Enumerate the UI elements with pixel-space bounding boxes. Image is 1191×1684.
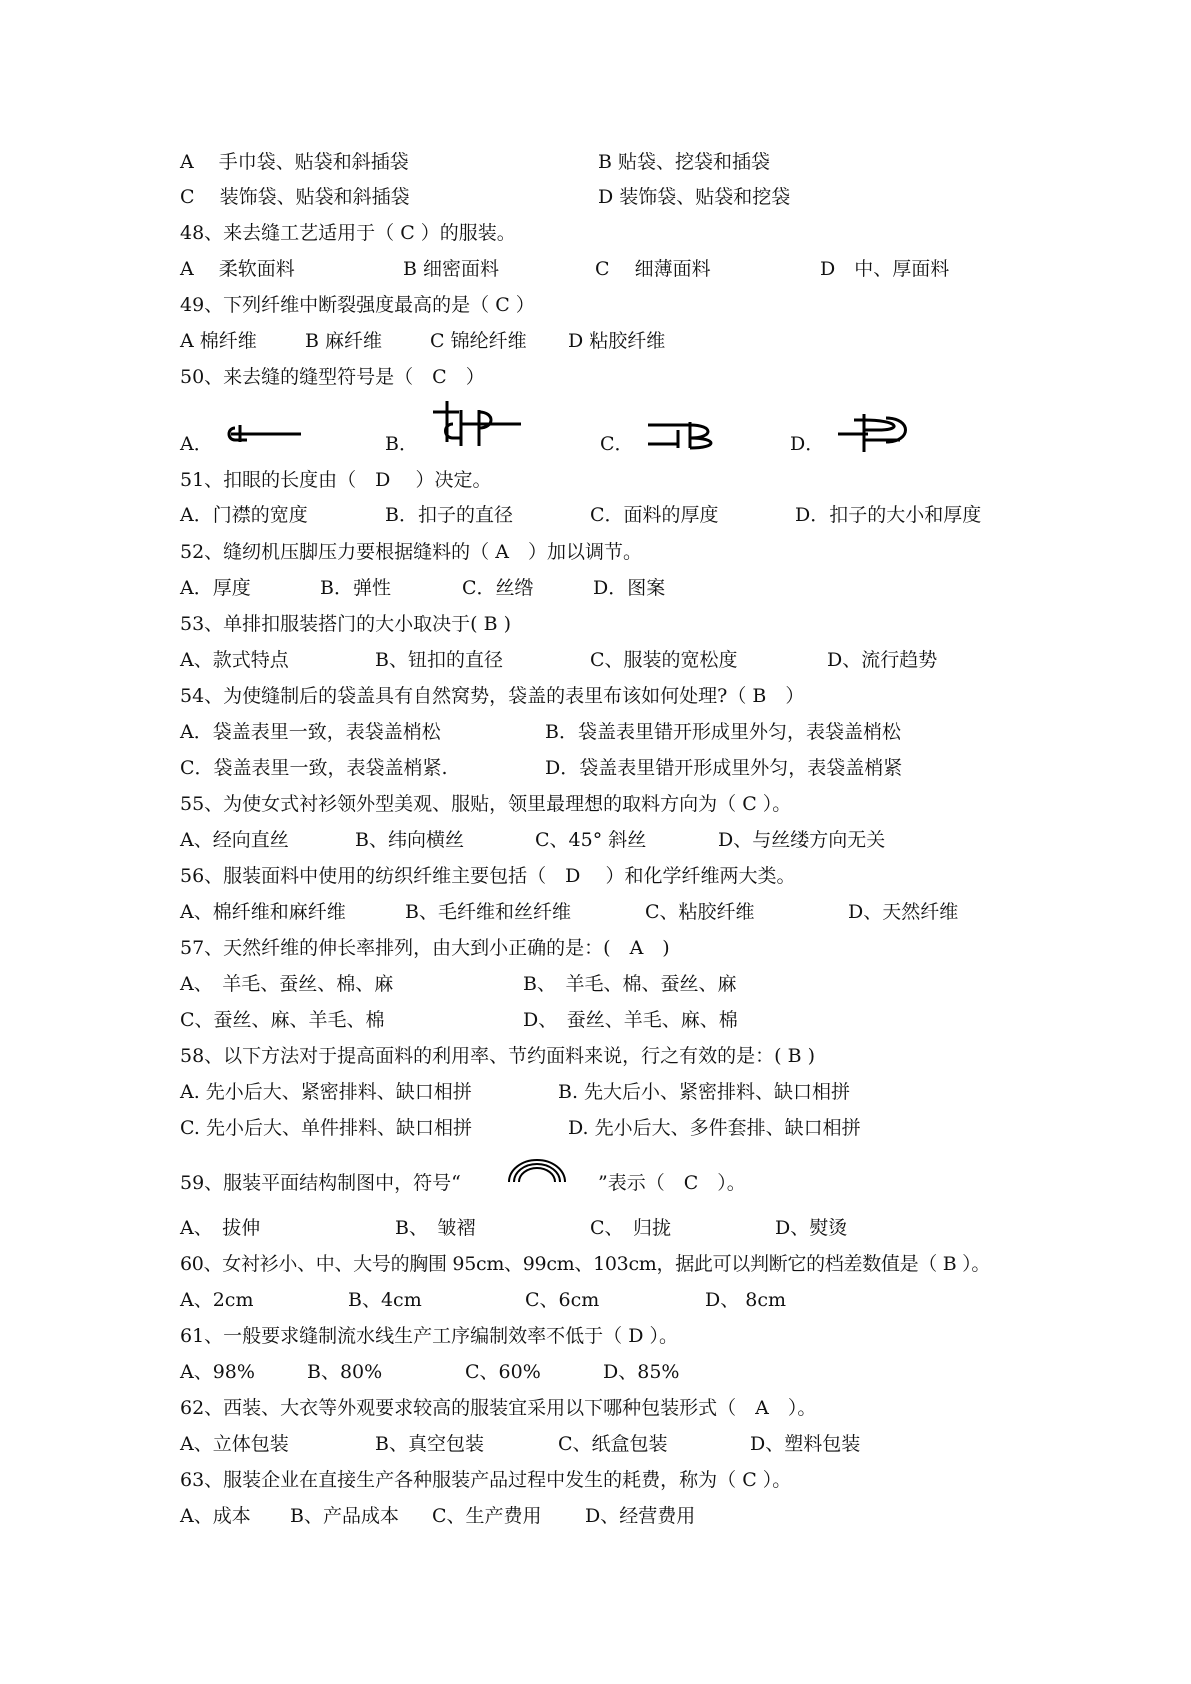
option-a: A 柔软面料: [180, 258, 295, 280]
question-text-end: ”表示（ C ）。: [598, 1172, 746, 1194]
option-b-label: B．: [385, 433, 418, 455]
question-text: 54、为使缝制后的袋盖具有自然窝势，袋盖的表里布该如何处理?（ B ）: [180, 685, 805, 707]
question-text: 51、扣眼的长度由（ D ）决定。: [180, 469, 492, 491]
option-c: C、粘胶纤维: [645, 901, 755, 923]
option-d: D、 8cm: [705, 1289, 787, 1311]
option-b: B、真空包装: [375, 1433, 484, 1455]
option-c: C．丝绺: [462, 577, 534, 599]
option-d: D、经营费用: [585, 1505, 696, 1527]
option-c: C 细薄面料: [595, 258, 711, 280]
seam-symbol-c-icon: [648, 418, 728, 452]
option-d: D、塑料包装: [750, 1433, 861, 1455]
option-c: C、服装的宽松度: [590, 649, 738, 671]
question-text: 56、服装面料中使用的纺织纤维主要包括（ D ）和化学纤维两大类。: [180, 865, 796, 887]
option-a: A、98%: [180, 1361, 255, 1383]
option-c: C、蚕丝、麻、羊毛、棉: [180, 1009, 385, 1031]
option-d: D、熨烫: [775, 1217, 848, 1239]
option-b: B、 羊毛、棉、蚕丝、麻: [523, 973, 737, 995]
option-a: A．袋盖表里一致，表袋盖梢松: [180, 721, 441, 743]
option-c: C．袋盖表里一致，表袋盖梢紧.: [180, 757, 448, 779]
option-a: A．厚度: [180, 577, 251, 599]
option-b: B、毛纤维和丝纤维: [405, 901, 571, 923]
option-d: D. 先小后大、多件套排、缺口相拼: [568, 1117, 861, 1139]
option-d: D、85%: [603, 1361, 680, 1383]
question-text: 57、天然纤维的伸长率排列，由大到小正确的是：( A ): [180, 937, 670, 959]
option-b: B、钮扣的直径: [375, 649, 503, 671]
option-c: C、60%: [465, 1361, 541, 1383]
option-a: A、成本: [180, 1505, 251, 1527]
option-c-label: C．: [600, 433, 634, 455]
option-a: A、 羊毛、蚕丝、棉、麻: [180, 973, 394, 995]
option-b: B、4cm: [348, 1289, 422, 1311]
option-a-label: A．: [180, 433, 213, 455]
option-b: B、产品成本: [290, 1505, 399, 1527]
question-text: 50、来去缝的缝型符号是（ C ）: [180, 366, 485, 388]
option-d-label: D．: [790, 433, 825, 455]
question-text: 48、来去缝工艺适用于（ C ）的服装。: [180, 222, 516, 244]
option-c: C 装饰袋、贴袋和斜插袋: [180, 186, 410, 208]
option-c: C. 先小后大、单件排料、缺口相拼: [180, 1117, 472, 1139]
option-c: C 锦纶纤维: [430, 330, 527, 352]
option-a: A. 先小后大、紧密排料、缺口相拼: [180, 1081, 472, 1103]
option-b: B．弹性: [320, 577, 391, 599]
question-text: 63、服装企业在直接生产各种服装产品过程中发生的耗费，称为（ C ）。: [180, 1469, 792, 1491]
option-d: D、天然纤维: [848, 901, 959, 923]
option-a: A、 拔伸: [180, 1217, 261, 1239]
option-d: D 粘胶纤维: [568, 330, 666, 352]
option-c: C．面料的厚度: [590, 504, 719, 526]
option-c: C、45° 斜丝: [535, 829, 647, 851]
option-b: B 细密面料: [403, 258, 500, 280]
question-text: 52、缝纫机压脚压力要根据缝料的（ A ）加以调节。: [180, 541, 642, 563]
question-text: 53、单排扣服装搭门的大小取决于( B ): [180, 613, 512, 635]
option-a: A、经向直丝: [180, 829, 289, 851]
option-a: A、2cm: [180, 1289, 254, 1311]
option-a: A、款式特点: [180, 649, 289, 671]
question-text: 61、一般要求缝制流水线生产工序编制效率不低于（ D ）。: [180, 1325, 678, 1347]
option-b: B. 先大后小、紧密排料、缺口相拼: [558, 1081, 851, 1103]
option-d: D、流行趋势: [827, 649, 938, 671]
option-a: A．门襟的宽度: [180, 504, 308, 526]
option-d: D、与丝缕方向无关: [718, 829, 886, 851]
seam-symbol-d-icon: [838, 410, 918, 454]
option-a: A 手巾袋、贴袋和斜插袋: [180, 151, 409, 173]
option-b: B．袋盖表里错开形成里外匀，表袋盖梢松: [545, 721, 901, 743]
option-d: D．袋盖表里错开形成里外匀，表袋盖梢紧: [545, 757, 903, 779]
option-c: C、6cm: [525, 1289, 600, 1311]
seam-symbol-a-icon: [225, 422, 303, 446]
option-d: D 中、厚面料: [820, 258, 950, 280]
option-d: D、 蚕丝、羊毛、麻、棉: [523, 1009, 738, 1031]
question-text-start: 59、服装平面结构制图中，符号“: [180, 1172, 461, 1194]
option-b: B．扣子的直径: [385, 504, 513, 526]
stretch-arc-symbol-icon: [505, 1156, 569, 1184]
option-b: B、 皱褶: [395, 1217, 476, 1239]
option-d: D．图案: [593, 577, 666, 599]
option-a: A、棉纤维和麻纤维: [180, 901, 346, 923]
option-c: C、 归拢: [590, 1217, 672, 1239]
question-text: 49、下列纤维中断裂强度最高的是（ C ）: [180, 294, 535, 316]
option-b: B 麻纤维: [305, 330, 383, 352]
option-a: A 棉纤维: [180, 330, 257, 352]
seam-symbol-b-icon: [433, 398, 523, 456]
question-text: 55、为使女式衬衫领外型美观、服贴，领里最理想的取料方向为（ C ）。: [180, 793, 792, 815]
option-d: D．扣子的大小和厚度: [795, 504, 982, 526]
option-a: A、立体包装: [180, 1433, 289, 1455]
option-d: D 装饰袋、贴袋和挖袋: [598, 186, 791, 208]
option-c: C、生产费用: [432, 1505, 542, 1527]
question-text: 58、以下方法对于提高面料的利用率、节约面料来说，行之有效的是：( B ): [180, 1045, 816, 1067]
option-b: B、纬向横丝: [355, 829, 464, 851]
option-b: B、80%: [307, 1361, 383, 1383]
question-text: 60、女衬衫小、中、大号的胸围 95cm、99cm、103cm，据此可以判断它的档差数值是（ B ）。: [180, 1253, 991, 1275]
question-text: 62、西装、大衣等外观要求较高的服装宜采用以下哪种包装形式（ A ）。: [180, 1397, 817, 1419]
option-c: C、纸盒包装: [558, 1433, 668, 1455]
option-b: B 贴袋、挖袋和插袋: [598, 151, 771, 173]
